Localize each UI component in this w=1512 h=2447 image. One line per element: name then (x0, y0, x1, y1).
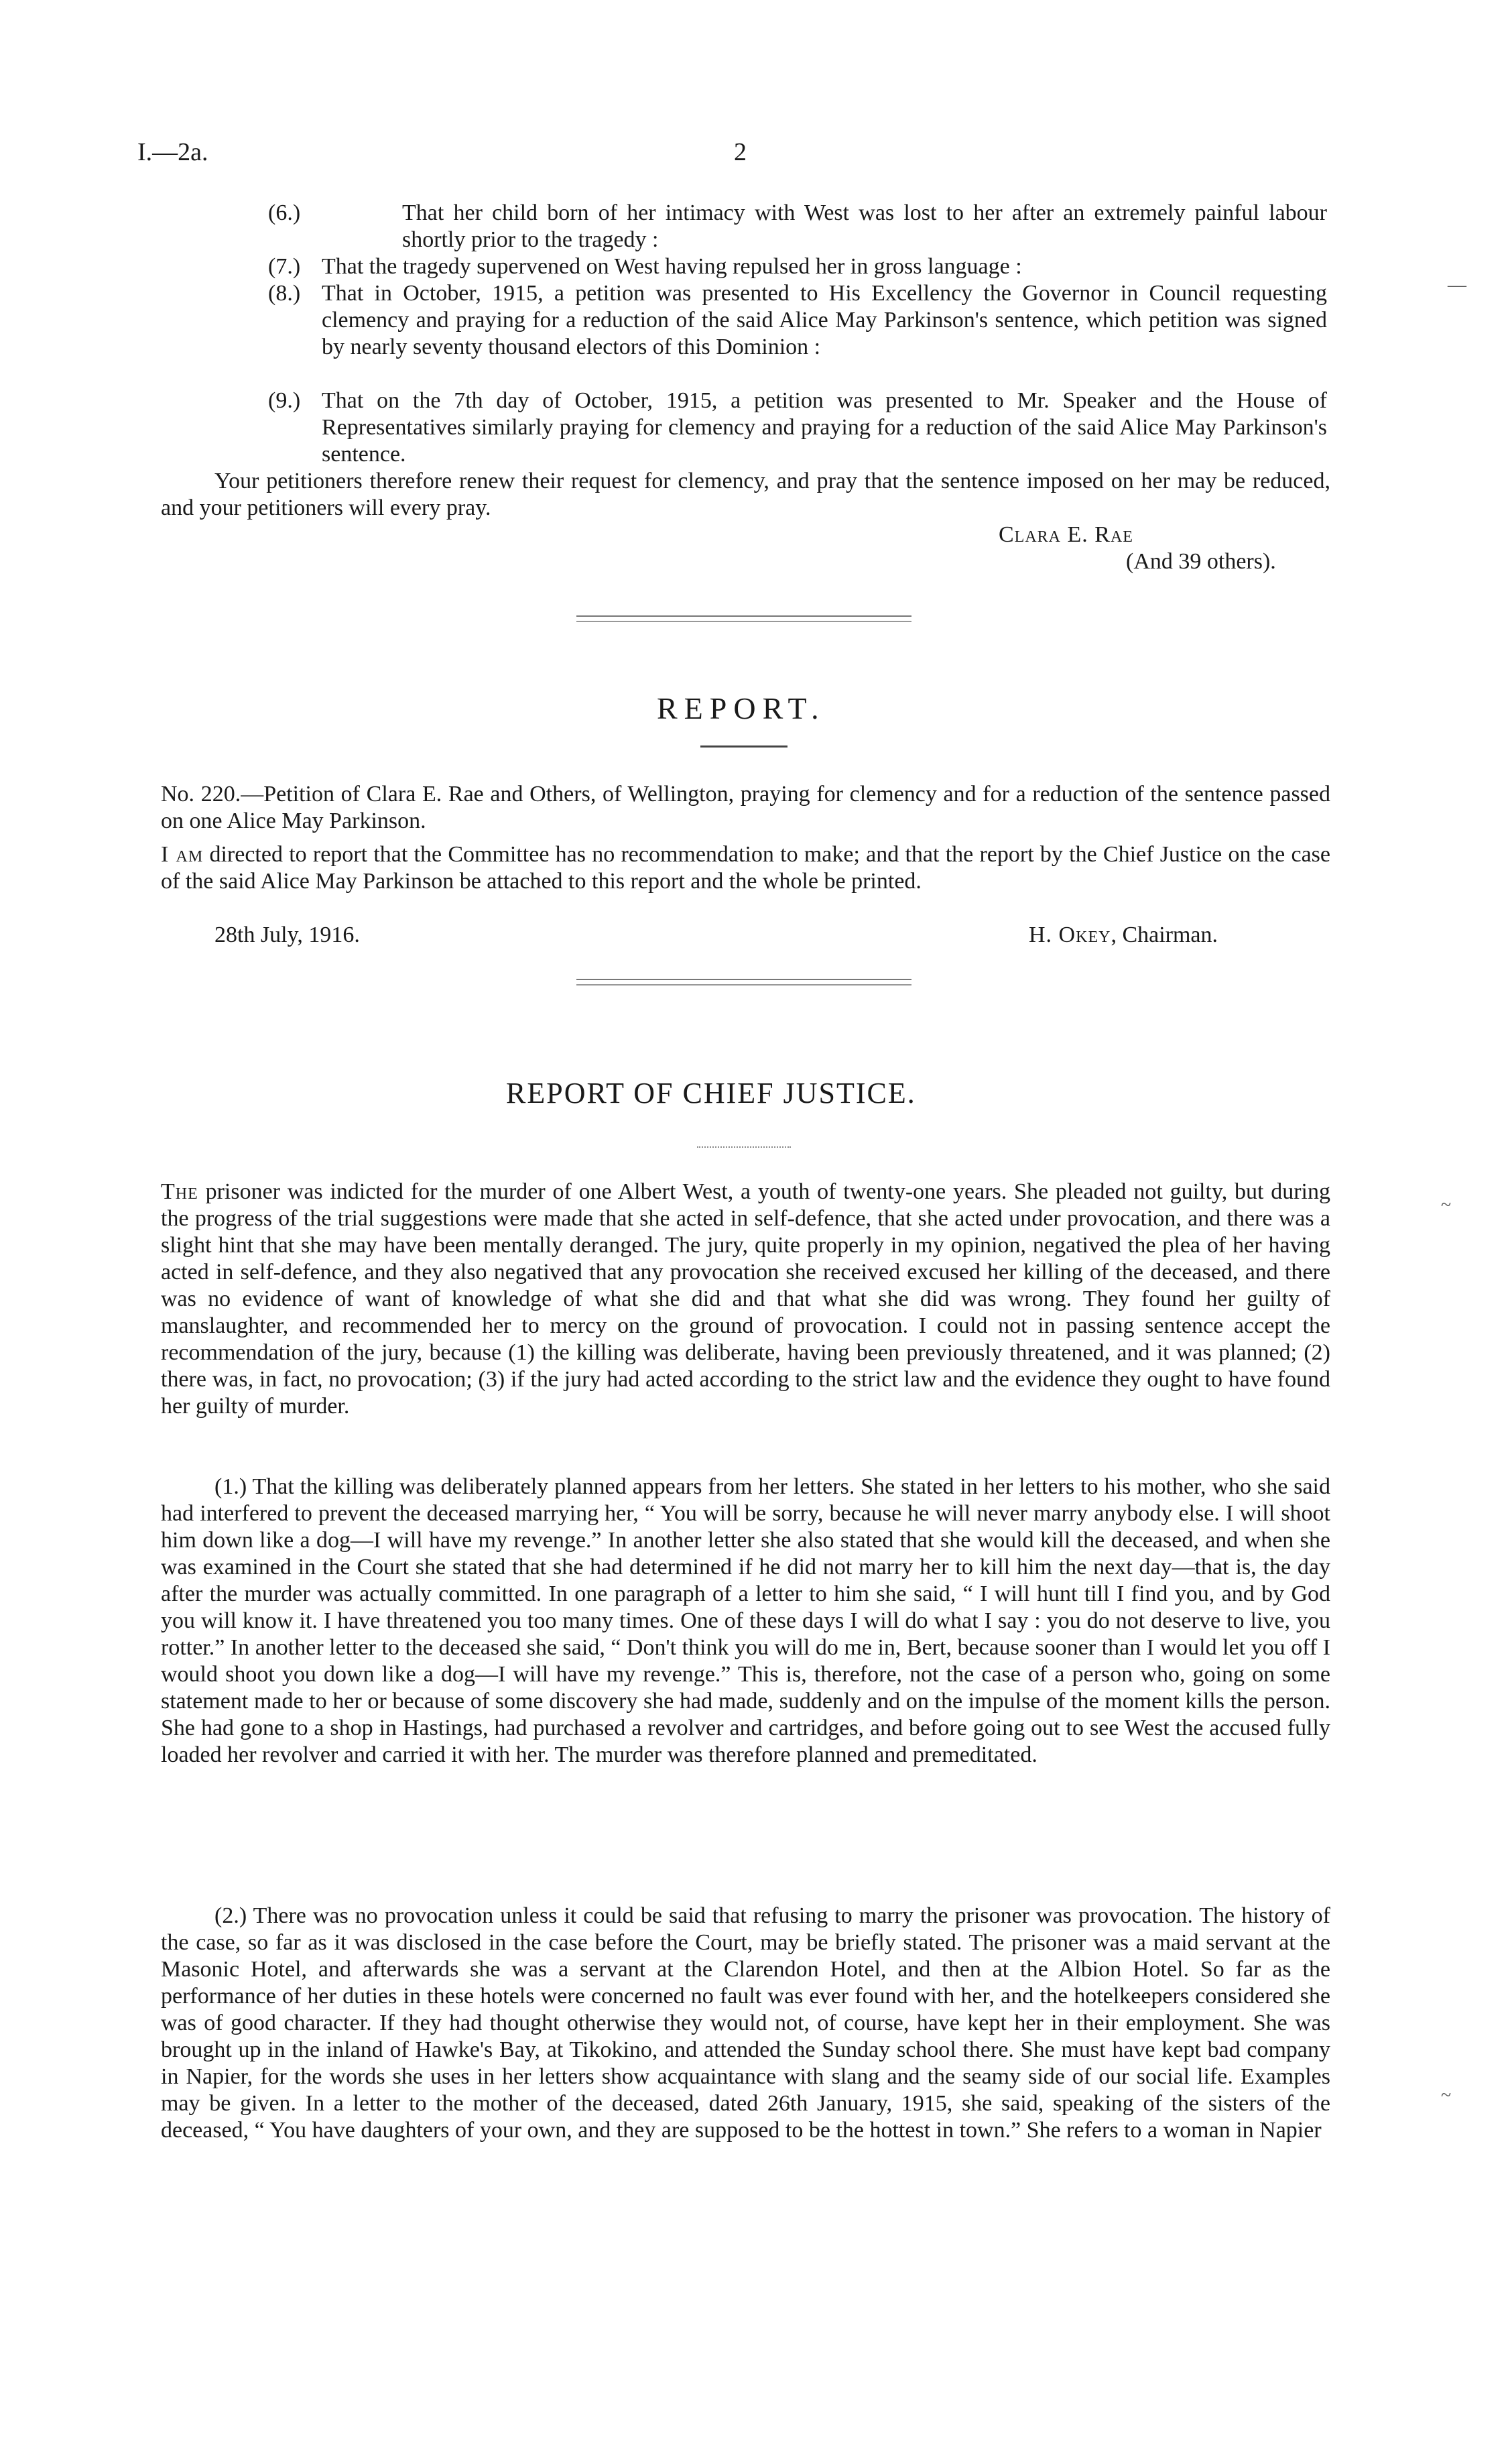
report-chairman (1029, 922, 1218, 949)
title-underline (700, 745, 788, 748)
page-number: 2 (734, 138, 747, 166)
report-title: REPORT. (657, 691, 826, 725)
petition-item-7 (268, 253, 1327, 280)
petition-item-6 (268, 200, 1327, 253)
petition-item-8 (268, 280, 1327, 361)
item-number: (7.) (268, 254, 301, 279)
report-body (161, 841, 1330, 895)
section-divider (576, 615, 911, 622)
item-number: (6.) (268, 200, 301, 225)
cj-paragraph-3: (2.) There was no provocation unless it could be said that refusing to marry the prisoner was provocation. The history of the case, so far as it was disclosed in the case before the Court, may be briefly stated. The prisoner was a maid servant at the Masonic Hotel, and afterwards she was a servant at the Clarendon Hotel, and then at the Albion Hotel. So far as the performance of her duties in these hotels were concerned no fault was ever found with her, and the hotelkeepers considered she was of good character. If they had thought otherwise they would not, of course, have kept her in their employment. She was brought up in the inland of Hawke's Bay, at Tikokino, and attended the Sunday school there. She must have kept bad company in Napier, for the words she uses in her letters show acquaintance with slang and the seamy side of our social life. Examples may be given. In a letter to the mother of the deceased, dated 26th January, 1915, she said, speaking of the sisters of the deceased, “ You have daughters of your own, and they are supposed to be the hottest in town.” She refers to a woman in Napier (161, 1903, 1330, 2143)
item-text: That the tragedy supervened on West having repulsed her in gross language : (322, 254, 1022, 279)
chief-justice-title: REPORT OF CHIEF JUSTICE. (506, 1077, 916, 1110)
chairman-name: H. Okey (1029, 922, 1111, 947)
item-number: (8.) (268, 281, 301, 306)
document-reference: I.—2a. (137, 138, 208, 166)
item-text: That in October, 1915, a petition was presented to His Excellency the Governor in Council requesting clemency and praying for a reduction of the said Alice May Parkinson's sentence, which petition was signed by nearly seventy thousand electors of this Dominion : (322, 281, 1327, 359)
cj-p1-text: prisoner was indicted for the murder of one Albert West, a youth of twenty-one years. She pleaded not guilty, but during the progress of the trial suggestions were made that she acted in self-defence, that she acted under provocation, and there was a slight hint that she may have been mentally deranged. The jury, quite properly in my opinion, negatived the plea of her having acted in self-defence, and they also negatived that any provocation she received excused her killing of the deceased, and there was no evidence of want of knowledge of what she did and that what she did was wrong. They found her guilty of manslaughter, and recommended her to mercy on the ground of provocation. I could not in passing sentence accept the recommendation of the jury, because (1) the killing was deliberate, having been previously threatened, and it was planned; (2) there was, in fact, no provocation; (3) if the jury had acted according to the strict law and the evidence they ought to have found her guilty of murder. (161, 1179, 1330, 1419)
cj-lead: The (161, 1179, 198, 1204)
report-lead: I am (161, 842, 204, 867)
margin-mark: — (1448, 275, 1466, 296)
margin-mark: ~ (1441, 1195, 1452, 1215)
report-date: 28th July, 1916. (214, 922, 360, 947)
petition-others: (And 39 others). (1126, 549, 1276, 574)
petition-closing: Your petitioners therefore renew their request for clemency, and pray that the sentence imposed on her may be reduced, and your petitioners will every pray. (161, 469, 1330, 520)
chairman-title: , Chairman. (1111, 922, 1218, 947)
item-number: (9.) (268, 388, 301, 413)
margin-mark: ~ (1441, 2085, 1452, 2106)
title-ornament (697, 1146, 791, 1148)
cj-paragraph-2: (1.) That the killing was deliberately planned appears from her letters. She stated in her letters to his mother, who she said had interfered to prevent the deceased marrying her, “ You will be sorry, because he will never marry anybody else. I will shoot him down like a dog—I will have my revenge.” In another letter she also stated that she would kill the deceased, and when she was examined in the Court she stated that she had determined if he did not marry her to kill him the next day—that is, the day after the murder was actually committed. In one paragraph of a letter to him she said, “ I will hunt till I find you, and by God you will know it. I have threatened you too many times. One of these days I will do what I say : you do not deserve to live, you rotter.” In another letter to the deceased she said, “ Don't think you will do me in, Bert, because sooner than I would let you off I would shoot you down like a dog—I will have my revenge.” This is, therefore, not the case of a person who, going on some statement made to her or because of some discovery she had made, suddenly and on the impulse of the moment kills the person. She had gone to a shop in Hastings, had purchased a revolver and cartridges, and before going out to see West the accused fully loaded her revolver and carried it with her. The murder was therefore planned and premeditated. (161, 1474, 1330, 1767)
petition-signatory: Clara E. Rae (999, 522, 1133, 547)
item-text: That her child born of her intimacy with West was lost to her after an extremely painful labour shortly prior to the tragedy : (402, 200, 1327, 252)
petition-item-9 (268, 387, 1327, 468)
report-body-text: directed to report that the Committee has no recommendation to make; and that the report by the Chief Justice on the case of the said Alice May Parkinson be attached to this report and the whole be printed. (161, 842, 1330, 894)
report-petition-line: No. 220.—Petition of Clara E. Rae and Others, of Wellington, praying for clemency and for a reduction of the sentence passed on one Alice May Parkinson. (161, 782, 1330, 833)
cj-paragraph-1 (161, 1179, 1330, 1420)
item-text: That on the 7th day of October, 1915, a petition was presented to Mr. Speaker and the House of Representatives similarly praying for clemency and praying for a reduction of the said Alice May Parkinson's sentence. (322, 388, 1327, 467)
section-divider (576, 979, 911, 986)
